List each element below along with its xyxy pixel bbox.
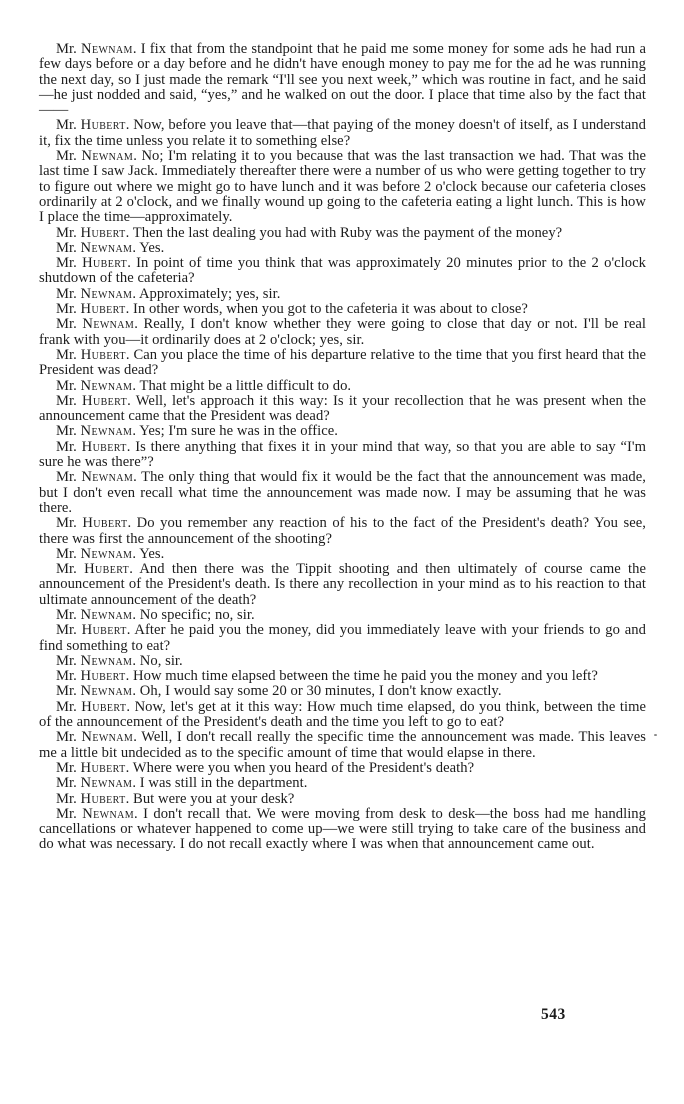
transcript-paragraph — [39, 348, 646, 379]
transcript-paragraph — [39, 424, 646, 439]
speaker-title: Mr. — [56, 622, 82, 639]
speech-text: . Where were you when you heard of the President's death? — [125, 759, 475, 776]
speech-text: . Yes; I'm sure he was in the office. — [132, 423, 339, 440]
speaker-title: Mr. — [56, 438, 82, 455]
speech-text: . Approximately; yes, sir. — [132, 285, 281, 302]
transcript-paragraph — [39, 807, 646, 853]
speech-text: . And then there was the Tippit shooting and then ultimately of course came the announcement of the President's death. Is there any recollection in your mind as to his reaction to that ultimate announcement of the death? — [39, 561, 647, 608]
speaker-title: Mr. — [56, 346, 81, 363]
speaker-title: Mr. — [56, 423, 81, 440]
speech-text: . Well, I don't recall really the specific time the announcement was made. This leaves me a little bit undecided as to the specific amount of time that would elapse in there. — [39, 729, 646, 761]
transcript-paragraph — [39, 118, 646, 149]
transcript-paragraph — [39, 394, 646, 425]
speaker-title: Mr. — [56, 392, 83, 409]
speaker-name: Newnam — [80, 377, 133, 394]
speaker-title: Mr. — [56, 790, 81, 807]
transcript-paragraph — [39, 730, 646, 761]
transcript-paragraph — [39, 669, 646, 684]
speaker-name: Hubert — [80, 790, 126, 807]
speaker-name: Newnam — [81, 148, 134, 165]
speaker-name: Hubert — [82, 392, 128, 409]
transcript-paragraph — [39, 287, 646, 302]
speaker-name: Hubert — [80, 301, 126, 318]
speaker-title: Mr. — [56, 683, 81, 700]
speaker-name: Hubert — [80, 668, 126, 685]
transcript-paragraph — [39, 761, 646, 776]
speaker-name: Hubert — [81, 622, 127, 639]
speaker-name: Newnam — [80, 683, 133, 700]
transcript-paragraph — [39, 776, 646, 791]
speech-text: . The only thing that would fix it would be the fact that the announcement was made, but I don't even recall what time the announcement was made now. I may be assuming that he was there. — [39, 469, 647, 516]
speaker-title: Mr. — [56, 515, 83, 532]
transcript-paragraph — [39, 226, 646, 241]
speech-text: . After he paid you the money, did you immediately leave with your friends to go and find something to eat? — [39, 622, 646, 654]
speech-text: . Yes. — [132, 239, 165, 256]
speech-text: . I fix that from the standpoint that he paid me some money for some ads he had run a few days before or a day before and he didn't have enough money to pay me for the ad he was running the next day, so I just made the remark “I'll see you next week,” which was routine in fact, and he said—he just nodded and said, “yes,” and he walked on out the door. I place that time also by the fact that—— — [39, 41, 646, 119]
speaker-title: Mr. — [56, 652, 81, 669]
speaker-title: Mr. — [56, 41, 81, 57]
speaker-title: Mr. — [56, 255, 83, 272]
transcript-paragraph — [39, 562, 646, 608]
speaker-title: Mr. — [56, 729, 82, 746]
scan-artifact-dot — [654, 734, 657, 736]
speaker-name: Hubert — [81, 698, 127, 715]
speaker-title: Mr. — [56, 301, 81, 318]
speaker-title: Mr. — [56, 285, 81, 302]
transcript-paragraph — [39, 440, 646, 471]
speaker-name: Newnam — [80, 606, 133, 623]
speaker-title: Mr. — [56, 775, 81, 792]
speaker-name: Hubert — [80, 759, 126, 776]
speaker-title: Mr. — [56, 805, 83, 822]
transcript-paragraph — [39, 317, 646, 348]
page-number: 543 — [541, 1006, 566, 1023]
transcript-paragraph — [39, 516, 646, 547]
speaker-name: Newnam — [81, 41, 133, 57]
transcript-paragraph — [39, 241, 646, 256]
speaker-title: Mr. — [56, 224, 81, 241]
transcript-paragraph — [39, 700, 646, 731]
transcript-paragraph — [39, 547, 646, 562]
speech-text: . No, sir. — [132, 652, 183, 669]
speaker-title: Mr. — [56, 668, 81, 685]
speaker-name: Hubert — [82, 255, 128, 272]
speech-text: . That might be a little difficult to do. — [132, 377, 352, 394]
transcript-paragraph — [39, 379, 646, 394]
speaker-name: Newnam — [80, 239, 133, 256]
speech-text: . Now, let's get at it this way: How much time elapsed, do you think, between the time of the announcement of the President's death and the time you left to go to eat? — [39, 698, 646, 731]
speech-text: . Can you place the time of his departure relative to the time that you first heard that the President was dead? — [39, 346, 646, 379]
speech-text: . Yes. — [132, 545, 165, 562]
speaker-name: Newnam — [81, 729, 134, 746]
speaker-name: Newnam — [82, 316, 135, 333]
speaker-name: Hubert — [84, 561, 130, 578]
speech-text: . No; I'm relating it to you because that was the last transaction we had. That was the last time I saw Jack. Immediately thereafter there were a number of us who were getting together to try to figure out where we might go to have lunch and it was before 2 o'clock because our cafeteria closes ordinarily at 2 o'clock, and we finally wound up going to the cafeteria eating a light lunch. This is how I place the time—approximately. — [39, 148, 646, 226]
speaker-name: Hubert — [81, 438, 127, 455]
speaker-title: Mr. — [56, 561, 85, 578]
transcript-paragraph — [39, 654, 646, 669]
speech-text: . Oh, I would say some 20 or 30 minutes, I don't know exactly. — [132, 683, 502, 700]
transcript-paragraph — [39, 608, 646, 623]
speaker-title: Mr. — [56, 606, 81, 623]
speech-text: . Is there anything that fixes it in your mind that way, so that you are able to say “I'm sure he was there”? — [39, 438, 646, 471]
speaker-title: Mr. — [56, 117, 81, 134]
speech-text: . I was still in the department. — [132, 775, 308, 792]
speaker-title: Mr. — [56, 698, 82, 715]
speech-text: . In other words, when you got to the cafeteria it was about to close? — [125, 301, 528, 318]
speaker-title: Mr. — [56, 148, 82, 165]
speech-text: . But were you at your desk? — [125, 790, 295, 807]
speaker-name: Hubert — [80, 117, 126, 134]
speaker-title: Mr. — [56, 377, 81, 394]
transcript-paragraph — [39, 792, 646, 807]
transcript-paragraph — [39, 470, 646, 516]
speech-text: . Now, before you leave that—that paying of the money doesn't of itself, as I understand it, fix the time unless you relate it to something else? — [39, 117, 646, 149]
transcript-paragraph — [39, 42, 646, 118]
speaker-name: Newnam — [80, 775, 133, 792]
speech-text: . No specific; no, sir. — [132, 606, 255, 623]
speaker-title: Mr. — [56, 239, 81, 256]
speaker-name: Hubert — [80, 346, 126, 363]
speaker-name: Newnam — [82, 805, 135, 822]
speech-text: . Then the last dealing you had with Ruby was the payment of the money? — [125, 224, 563, 241]
transcript-paragraph — [39, 623, 646, 654]
transcript-paragraph — [39, 302, 646, 317]
transcript-paragraph — [39, 684, 646, 699]
transcript-paragraph — [39, 256, 646, 287]
transcript-paragraph — [39, 149, 646, 225]
speech-text: . Well, let's approach it this way: Is it your recollection that he was present when the announcement came that the President was dead? — [39, 392, 646, 425]
speaker-name: Newnam — [80, 285, 133, 302]
speech-text: . Really, I don't know whether they were going to close that day or not. I'll be real frank with you—it ordinarily does at 2 o'clock; yes, sir. — [39, 316, 647, 348]
speech-text: . In point of time you think that was approximately 20 minutes prior to the 2 o'clock shutdown of the cafeteria? — [39, 255, 647, 287]
speech-text: . Do you remember any reaction of his to the fact of the President's death? You see, there was first the announcement of the shooting? — [39, 515, 646, 547]
transcript-body — [39, 42, 646, 853]
speaker-name: Newnam — [80, 545, 133, 562]
speaker-name: Newnam — [80, 423, 133, 440]
speaker-title: Mr. — [56, 316, 83, 333]
speaker-title: Mr. — [56, 469, 82, 486]
speech-text: . How much time elapsed between the time he paid you the money and you left? — [125, 668, 598, 685]
speaker-title: Mr. — [56, 545, 81, 562]
speaker-name: Hubert — [82, 515, 128, 532]
speech-text: . I don't recall that. We were moving from desk to desk—the boss had me handling cancellations or whatever happened to come up—we were still trying to take care of the business and do what was necessary. I do not recall exactly where I was when that announcement came out. — [39, 805, 646, 853]
speaker-name: Newnam — [80, 652, 133, 669]
speaker-name: Hubert — [80, 224, 126, 241]
speaker-name: Newnam — [81, 469, 134, 486]
speaker-title: Mr. — [56, 759, 81, 776]
